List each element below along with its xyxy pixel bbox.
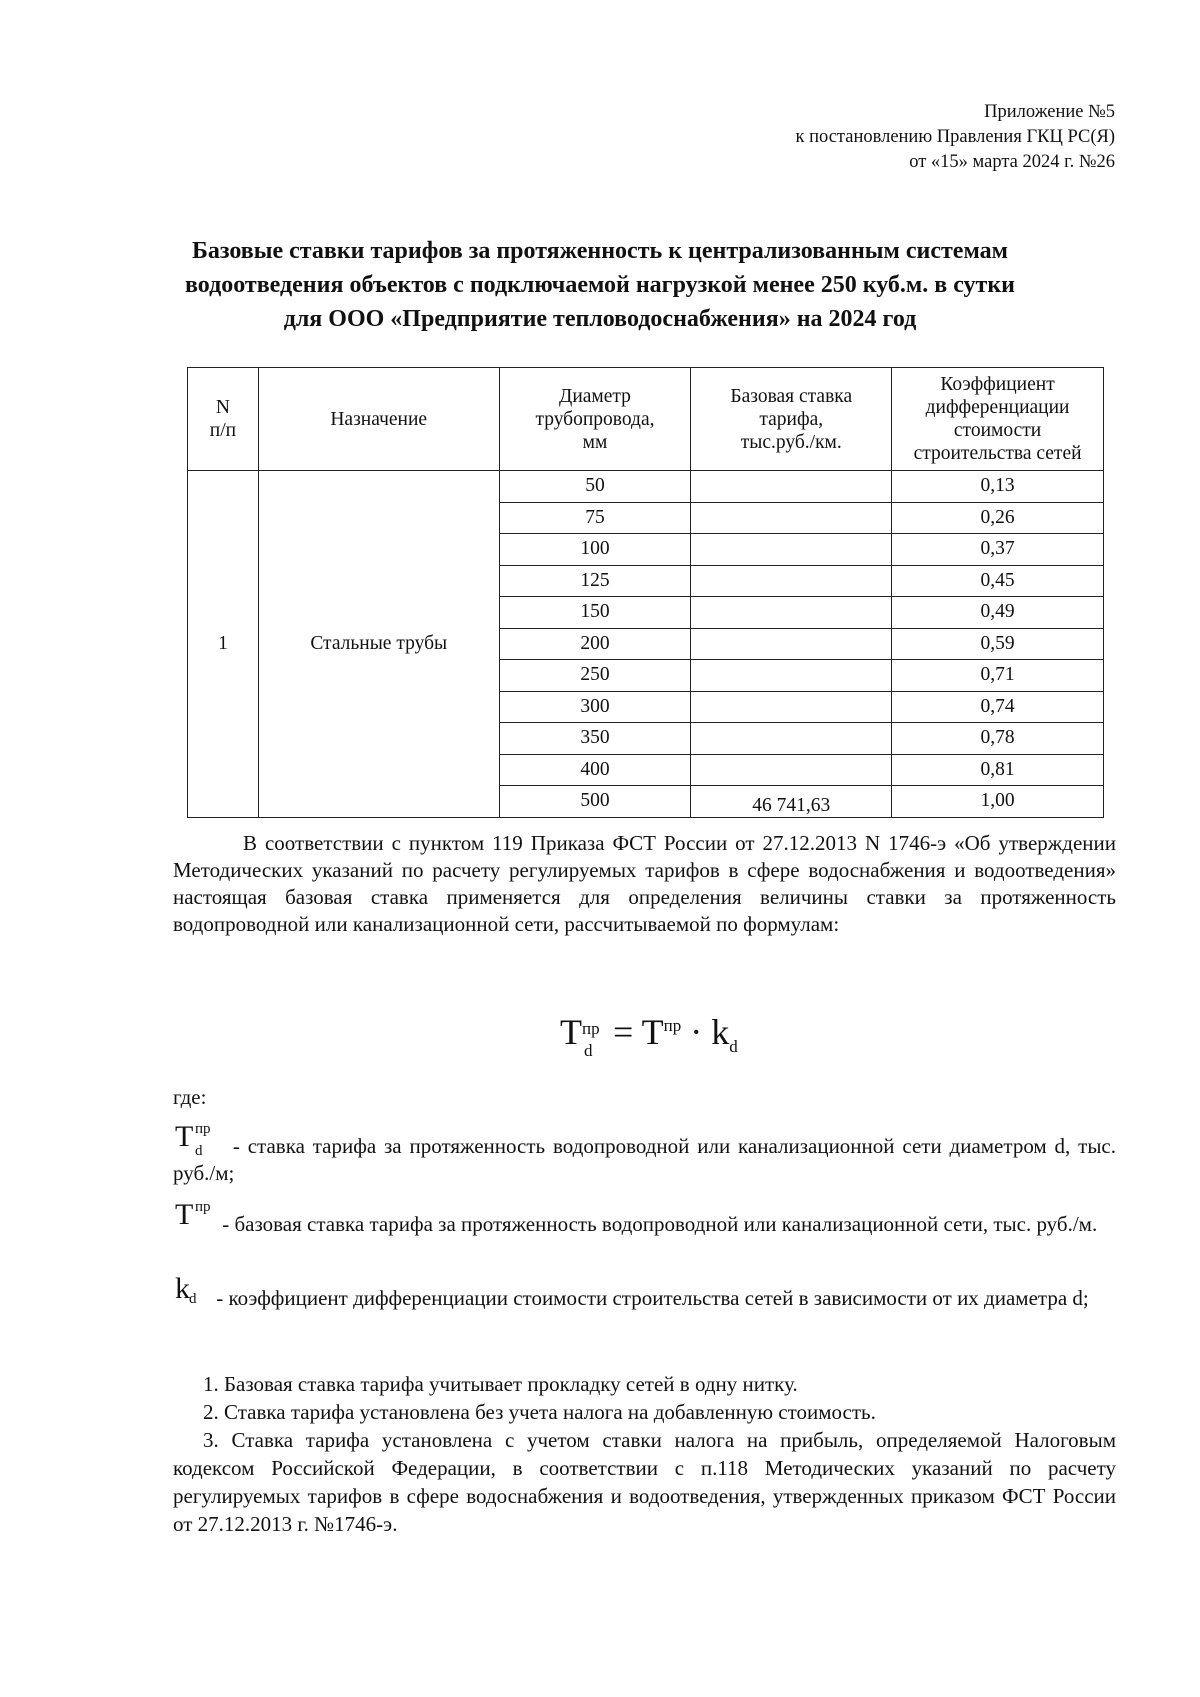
diameter-cell: 75 <box>499 502 691 534</box>
coefficient-cell: 0,37 <box>892 534 1104 566</box>
formula-rhs: $T^{пр}$ <box>641 1012 682 1052</box>
coefficient-cell: 0,71 <box>892 660 1104 692</box>
header-number: N п/п <box>188 368 259 471</box>
tariff-table <box>187 367 1104 818</box>
rate-cell <box>691 502 892 534</box>
formula-lhs: T пр d <box>560 1012 600 1060</box>
coefficient-cell: 1,00 <box>892 786 1104 818</box>
formula-k: $k_d$ <box>711 1012 738 1057</box>
header-diameter: Диаметр трубопровода, мм <box>499 368 691 471</box>
title-line-3: для ООО «Предприятие тепловодоснабжения» на 2024 год <box>283 306 917 332</box>
appendix-header <box>515 100 1115 175</box>
note-item: 1. Базовая ставка тарифа учитывает прокладку сетей в одну нитку. <box>203 1372 798 1396</box>
notes-list <box>173 1370 1116 1538</box>
diameter-cell: 100 <box>499 534 691 566</box>
coefficient-cell: 0,49 <box>892 597 1104 629</box>
purpose-cell: Стальные трубы <box>258 471 499 818</box>
title-line-2: водоотведения объектов с подключаемой нагрузкой менее 250 куб.м. в сутки <box>185 272 1015 298</box>
diameter-cell: 50 <box>499 471 691 503</box>
diameter-cell: 200 <box>499 628 691 660</box>
coefficient-cell: 0,59 <box>892 628 1104 660</box>
header-rate: Базовая ставка тарифа, тыс.руб./км. <box>691 368 892 471</box>
rate-cell <box>691 597 892 629</box>
formula-equals: = <box>613 1012 634 1052</box>
coefficient-cell: 0,13 <box>892 471 1104 503</box>
rate-cell: 46 741,63 <box>691 786 892 818</box>
where-label: где: <box>173 1085 207 1109</box>
definition-t: T пр - базовая ставка тарифа за протяженность водопроводной или канализационной сети, тыс. руб./м. <box>175 1198 1098 1236</box>
definition-kd: k d - коэффициент дифференциации стоимости строительства сетей в зависимости от их диаметра d; <box>175 1272 1089 1310</box>
coefficient-cell: 0,74 <box>892 691 1104 723</box>
rate-cell <box>691 565 892 597</box>
row-number-cell: 1 <box>188 471 259 818</box>
rate-cell <box>691 534 892 566</box>
coefficient-cell: 0,78 <box>892 723 1104 755</box>
table-row <box>188 471 1104 503</box>
rate-cell <box>691 754 892 786</box>
symbol-kd: k d <box>175 1272 197 1307</box>
document-title <box>150 234 1050 336</box>
header-coefficient: Коэффициент дифференциации стоимости строительства сетей <box>892 368 1104 471</box>
symbol-td: T пр d <box>175 1120 211 1159</box>
formula-dot: · <box>690 1012 703 1052</box>
appendix-date: от «15» марта 2024 г. №26 <box>909 152 1115 172</box>
diameter-cell: 300 <box>499 691 691 723</box>
coefficient-cell: 0,26 <box>892 502 1104 534</box>
definition-td: T пр d - ставка тарифа за протяженность водопроводной или канализационной сети диаметром d, тыс. руб./м; <box>173 1120 1117 1185</box>
diameter-cell: 400 <box>499 754 691 786</box>
symbol-t: T пр <box>175 1198 211 1231</box>
note-item: 2. Ставка тарифа установлена без учета налога на добавленную стоимость. <box>203 1400 876 1424</box>
rate-cell <box>691 723 892 755</box>
note-item: 3. Ставка тарифа установлена с учетом ставки налога на прибыль, определяемой Налоговым кодексом Российской Федерации, в соответствии с п.118 Методических указаний по расчету регулируемых тарифов в сфере водоснабжения и водоотведения, утвержденных приказом ФСТ России от 27.12.2013 г. №1746-э. <box>173 1428 1116 1536</box>
rate-cell <box>691 471 892 503</box>
header-purpose: Назначение <box>258 368 499 471</box>
diameter-cell: 250 <box>499 660 691 692</box>
formula <box>560 1006 738 1067</box>
diameter-cell: 350 <box>499 723 691 755</box>
table-header-row <box>188 368 1104 471</box>
diameter-cell: 125 <box>499 565 691 597</box>
coefficient-cell: 0,81 <box>892 754 1104 786</box>
appendix-number: Приложение №5 <box>984 102 1115 122</box>
coefficient-cell: 0,45 <box>892 565 1104 597</box>
rate-cell <box>691 628 892 660</box>
appendix-resolution: к постановлению Правления ГКЦ РС(Я) <box>795 127 1115 147</box>
diameter-cell: 500 <box>499 786 691 818</box>
title-line-1: Базовые ставки тарифов за протяженность к централизованным системам <box>192 238 1008 264</box>
rate-cell <box>691 660 892 692</box>
rate-cell <box>691 691 892 723</box>
methodology-paragraph: В соответствии с пунктом 119 Приказа ФСТ России от 27.12.2013 N 1746-э «Об утверждении Методических указаний по расчету регулируемых тарифов в сфере водоснабжения и водоотведения» настоящая базовая ставка применяется для определения величины ставки за протяженность водопроводной или канализационной сети, рассчитываемой по формулам: <box>173 831 1116 936</box>
diameter-cell: 150 <box>499 597 691 629</box>
